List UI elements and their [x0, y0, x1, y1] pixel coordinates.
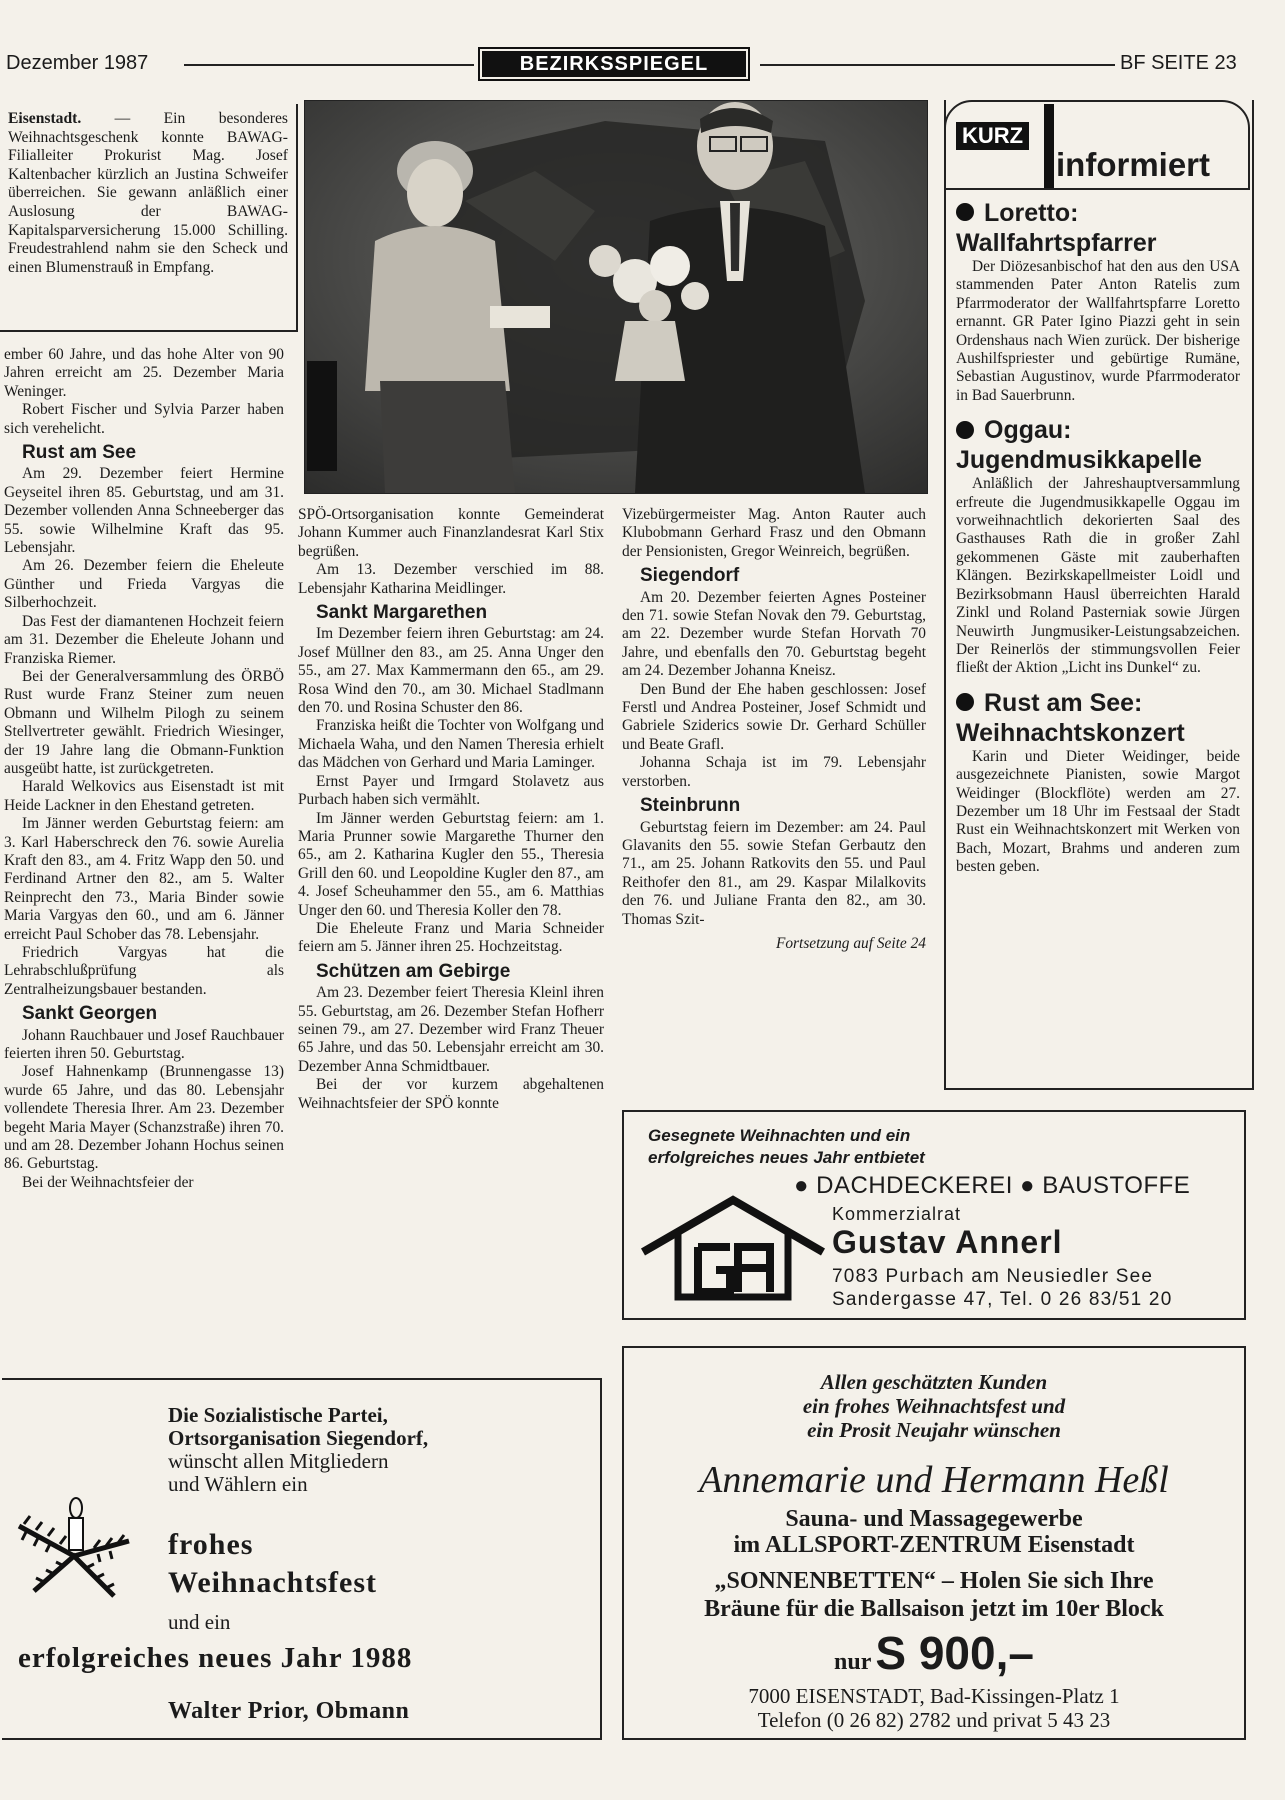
heading-margarethen: Sankt Margarethen	[316, 602, 488, 624]
ad-spoe	[2, 1378, 602, 1740]
col1-p8: Im Jänner werden Geburtstag feiern: am 3. Karl Haberschreck den 76. sowie Aurelia Kraft den 83., am 4. Fritz Wapp den 50. und Ferdinand Artner den 82., am 5. Walter Reinprecht den 73., Maria Binder sowie Maria Vargyas den 60., und am 6. Jänner erreicht Paul Schober das 78. Lebensjahr.	[4, 815, 284, 943]
section-label	[478, 47, 750, 81]
photo-illustration	[305, 101, 927, 493]
col1-p2: Robert Fischer und Sylvia Parzer haben sich verehelicht.	[4, 401, 284, 437]
section-title: BEZIRKSSPIEGEL	[482, 51, 746, 77]
spoe-line-3: wünscht allen Mitgliedern	[168, 1449, 389, 1473]
hessl-line-4: Bräune für die Ballsaison jetzt im 10er Block	[704, 1596, 1164, 1622]
spoe-line-1: Die Sozialistische Partei,	[168, 1403, 388, 1427]
caption-lead: Eisenstadt.	[8, 110, 82, 127]
col2-p6: Im Jänner werden Geburtstag feiern: am 1. Maria Prunner sowie Margarethe Thurner den 65., am 2. Katharina Kugler den 55., Theresia Grill den 60. und Leopoldine Kugler den 87., am 4. Josef Scheuhammer den 55., am 6. Matthias Unger den 60. und Theresia Koller den 78.	[298, 809, 604, 919]
heading-schuetzen: Schützen am Gebirge	[316, 960, 511, 982]
spoe-line-5: frohes	[168, 1528, 254, 1561]
col1-p7: Harald Welkovics aus Eisenstadt ist mit Heide Lackner in den Ehestand getreten.	[4, 778, 284, 814]
heading-siegendorf: Siegendorf	[640, 565, 740, 587]
hessl-phone: Telefon (0 26 82) 2782 und privat 5 43 23	[757, 1708, 1111, 1732]
kurz-title-2b: Jugendmusikkapelle	[956, 446, 1202, 475]
heading-rust: Rust am See	[22, 442, 137, 464]
hessl-price-prefix: nur	[834, 1649, 872, 1675]
bullet-icon	[956, 421, 974, 439]
column-1	[4, 346, 284, 1356]
spoe-text-block	[168, 1404, 588, 1496]
hessl-price: S 900,–	[875, 1627, 1034, 1679]
kurz-item-oggau	[956, 415, 1240, 677]
col3-p3: Den Bund der Ehe haben geschlossen: Josef Ferstl und Andrea Posteiner, Josef Schmidt und Gabriele Sziderics sowie Dr. Gerhard Schüller und Beate Grafl.	[622, 680, 926, 753]
continued-note: Fortsetzung auf Seite 24	[775, 934, 926, 952]
kurz-label: KURZ	[956, 122, 1029, 150]
informiert-label: informiert	[1056, 146, 1211, 183]
column-3	[622, 506, 926, 1092]
kurz-text-2: Anläßlich der Jahreshauptversammlung erfreute die Jugendmusikkapelle Oggau im vorweihnachtlich dekorierten Saal des Gasthauses Rath die in großer Zahl gekommenen Gäste mit zauberhaften Klängen. Bezirkskapellmeister Loidl und Bezirksobmann Hausl überreichten Harald Zinkl und Roland Pasterniak sowie Jürgen Neuwirth Jungmusiker-Leistungsabzeichen. Der Reinerlös der stimmungsvollen Feier fließt der Aktion „Licht ins Dunkel“ zu.	[956, 475, 1240, 677]
column-2	[298, 506, 604, 1358]
hessl-line-2: im ALLSPORT-ZENTRUM Eisenstadt	[733, 1532, 1135, 1558]
bullet-icon	[956, 203, 974, 221]
kurz-title-2a: Oggau:	[984, 416, 1072, 445]
spoe-line-4: und Wählern ein	[168, 1472, 308, 1496]
candle-icon	[14, 1496, 134, 1606]
header-rule-left	[184, 64, 474, 66]
bullet-icon	[956, 693, 974, 711]
house-logo-icon	[638, 1192, 828, 1302]
annerl-logo	[638, 1192, 828, 1302]
col2-p1: SPÖ-Ortsorganisation konnte Gemeinderat Johann Kummer auch Finanzlandesrat Karl Stix begrüßen.	[298, 506, 604, 560]
spoe-line-2: Ortsorganisation Siegendorf,	[168, 1426, 429, 1450]
hessl-line-3: „SONNENBETTEN“ – Holen Sie sich Ihre	[714, 1568, 1154, 1594]
spoe-sign: Walter Prior, Obmann	[168, 1698, 410, 1724]
col1-p9: Friedrich Vargyas hat die Lehrabschlußprüfung als Zentralheizungsbauer bestanden.	[4, 944, 284, 998]
col1-p3: Am 29. Dezember feiert Hermine Geyseitel ihren 85. Geburtstag, und am 31. Dezember vollenden Anna Schneeberger das 55. sowie Wilhelmine Kraft das 95. Lebensjahr.	[4, 465, 284, 557]
hessl-script-2: ein frohes Weihnachtsfest und	[802, 1394, 1066, 1418]
spoe-line-8: erfolgreiches neues Jahr 1988	[18, 1642, 413, 1674]
col2-p9: Bei der vor kurzem abgehaltenen Weihnachtsfeier der SPÖ konnte	[298, 1076, 604, 1112]
col1-p11: Josef Hahnenkamp (Brunnengasse 13) wurde 65 Jahre, und das 80. Lebensjahr vollendete Theresia Ihrer. Am 23. Dezember begeht Maria Mayer (Schanzstraße) ihren 70. und am 28. Dezember Johann Hochus seinen 86. Geburtstag.	[4, 1063, 284, 1173]
hessl-address: 7000 EISENSTADT, Bad-Kissingen-Platz 1	[748, 1684, 1120, 1708]
col1-p12: Bei der Weihnachtsfeier der	[22, 1173, 194, 1191]
annerl-greeting-2: erfolgreiches neues Jahr entbietet	[648, 1148, 925, 1167]
col2-p3: Im Dezember feiern ihren Geburtstag: am 24. Josef Müllner den 83., am 25. Anna Unger den 55., am 27. Max Kammermann den 65., am 29. Rosa Wind den 70., am 30. Michael Stadlmann den 70. und Rosina Schuster den 86.	[298, 625, 604, 717]
annerl-address-2: Sandergasse 47, Tel. 0 26 83/51 20	[832, 1289, 1173, 1310]
col2-p4: Franziska heißt die Tochter von Wolfgang und Michaela Waha, und den Namen Theresia erhielt das Mädchen von Gerhard und Maria Laminger.	[298, 717, 604, 772]
kurz-header	[944, 100, 1250, 190]
col3-p5: Geburtstag feiern im Dezember: am 24. Paul Glavanits den 55. sowie Stefan Gerbautz den 71., am 25. Johann Ratkovits den 55. und Paul Reithofer den 81., am 29. Kaspar Milalkovits den 76. und Juliane Franta den 82., am 30. Thomas Szit-	[622, 818, 926, 928]
spoe-line-7: und ein	[168, 1610, 231, 1634]
col3-p1: Vizebürgermeister Mag. Anton Rauter auch Klubobmann Gerhard Frasz und den Obmann der Pensionisten, Gregor Weinreich, begrüßen.	[622, 506, 926, 560]
hessl-price-row	[624, 1626, 1244, 1680]
kurz-title-1b: Wallfahrtspfarrer	[956, 229, 1157, 257]
col1-p5: Das Fest der diamantenen Hochzeit feiern am 31. Dezember die Eheleute Johann und Franziska Riemer.	[4, 612, 284, 667]
col2-p2: Am 13. Dezember verschied im 88. Lebensjahr Katharina Meidlinger.	[298, 561, 604, 597]
news-photo	[304, 100, 928, 494]
col3-p4: Johanna Schaja ist im 79. Lebensjahr verstorben.	[622, 754, 926, 790]
hessl-script-1: Allen geschätzten Kunden	[820, 1370, 1048, 1394]
kurz-title-3b: Weihnachtskonzert	[956, 718, 1185, 747]
col3-p2: Am 20. Dezember feierten Agnes Posteiner den 71. sowie Stefan Novak den 79. Geburtstag, am 22. Dezember wurde Stefan Horvath 70 Jahre, und ebenfalls den 70. Geburtstag begeht am 24. Dezember Johanna Kneisz.	[622, 588, 926, 680]
kurz-title-3a: Rust am See:	[984, 688, 1143, 717]
annerl-name: Gustav Annerl	[832, 1224, 1063, 1260]
col2-p7: Die Eheleute Franz und Maria Schneider feiern am 5. Jänner ihren 25. Hochzeitstag.	[298, 919, 604, 956]
annerl-greeting-1: Gesegnete Weihnachten und ein	[648, 1126, 911, 1145]
col1-p10: Johann Rauchbauer und Josef Rauchbauer feierten ihren 50. Geburtstag.	[4, 1026, 284, 1063]
ad-hessl	[622, 1346, 1246, 1740]
kurz-text-1: Der Diözesanbischof hat den aus den USA stammenden Pater Anton Ratelis zum Pfarrmoderator der Wallfahrtspfarre Loretto ernannt. GR Pater Igino Piazzi geht in sein Ordenshaus nach Wien zurück. Der bisherige Aushilfspriester und gebürtige Rumäne, Sebastian Augustinov, wurde Pfarrmoderator in Bad Sauerbrunn.	[956, 258, 1240, 404]
header-rule-right	[760, 64, 1115, 66]
hessl-script-3: ein Prosit Neujahr wünschen	[807, 1418, 1061, 1442]
kurz-item-loretto	[956, 198, 1240, 405]
kurz-divider	[1044, 104, 1054, 188]
kurz-title-1a: Loretto:	[984, 199, 1079, 227]
col1-p1: ember 60 Jahre, und das hohe Alter von 90 Jahren erreicht am 25. Dezember Maria Weninger.	[4, 346, 284, 400]
heading-steinbrunn: Steinbrunn	[640, 795, 741, 817]
kurz-text-3: Karin und Dieter Weidinger, beide ausgezeichnete Pianisten, sowie Margot Weidinger (Blockflöte) werden am 27. Dezember um 18 Uhr im Festsaal der Stadt Rust ein Weihnachtskonzert mit Werken von Bach, Mozart, Brahms und anderen zum besten geben.	[956, 747, 1240, 876]
hessl-names: Annemarie und Hermann Heßl	[699, 1459, 1169, 1501]
annerl-address-1: 7083 Purbach am Neusiedler See	[832, 1266, 1154, 1287]
header-date: Dezember 1987	[6, 52, 149, 74]
annerl-title: Kommerzialrat	[832, 1204, 962, 1224]
ad-annerl	[622, 1110, 1246, 1320]
col2-p5: Ernst Payer und Irmgard Stolavetz aus Purbach haben sich vermählt.	[298, 772, 604, 809]
kurz-content	[956, 198, 1240, 1082]
spoe-line-6: Weihnachtsfest	[168, 1566, 377, 1599]
page-number: BF SEITE 23	[1120, 52, 1237, 74]
kurz-item-rust	[956, 688, 1240, 877]
col1-p6: Bei der Generalversammlung des ÖRBÖ Rust wurde Franz Steiner zum neuen Obmann und Wilhelm Pilogh zu seinem Stellvertreter gewählt. Friedrich Wiesinger, der 19 Jahre lang die Obmann-Funktion ausgeübt hatte, ist zurückgetreten.	[4, 667, 284, 777]
candle-branch-illustration	[14, 1496, 134, 1606]
photo-caption-box	[0, 104, 298, 332]
heading-georgen: Sankt Georgen	[22, 1003, 158, 1025]
col2-p8: Am 23. Dezember feiert Theresia Kleinl ihren 55. Geburtstag, am 26. Dezember Stefan Hofherr seinen 79., am 27. Dezember wird Franz Theuer 65 Jahre, und das 50. Lebensjahr erreicht am 30. Dezember Anna Schmidtbauer.	[298, 984, 604, 1075]
hessl-line-1: Sauna- und Massagegewerbe	[785, 1506, 1083, 1532]
col1-p4: Am 26. Dezember feiern die Eheleute Günther und Frieda Vargyas die Silberhochzeit.	[4, 557, 284, 612]
caption-text: — Ein besonderes Weihnachtsgeschenk konnte BAWAG-Filialleiter Prokurist Mag. Josef Kaltenbacher kürzlich an Justina Schweifer überreichen. Sie gewann anläßlich einer Auslosung der BAWAG-Kapitalsparversicherung 15.000 Schilling. Freudestrahlend nahm sie den Scheck und einen Blumenstrauß in Empfang.	[8, 110, 288, 276]
annerl-services: ● DACHDECKEREI ● BAUSTOFFE	[794, 1172, 1191, 1199]
